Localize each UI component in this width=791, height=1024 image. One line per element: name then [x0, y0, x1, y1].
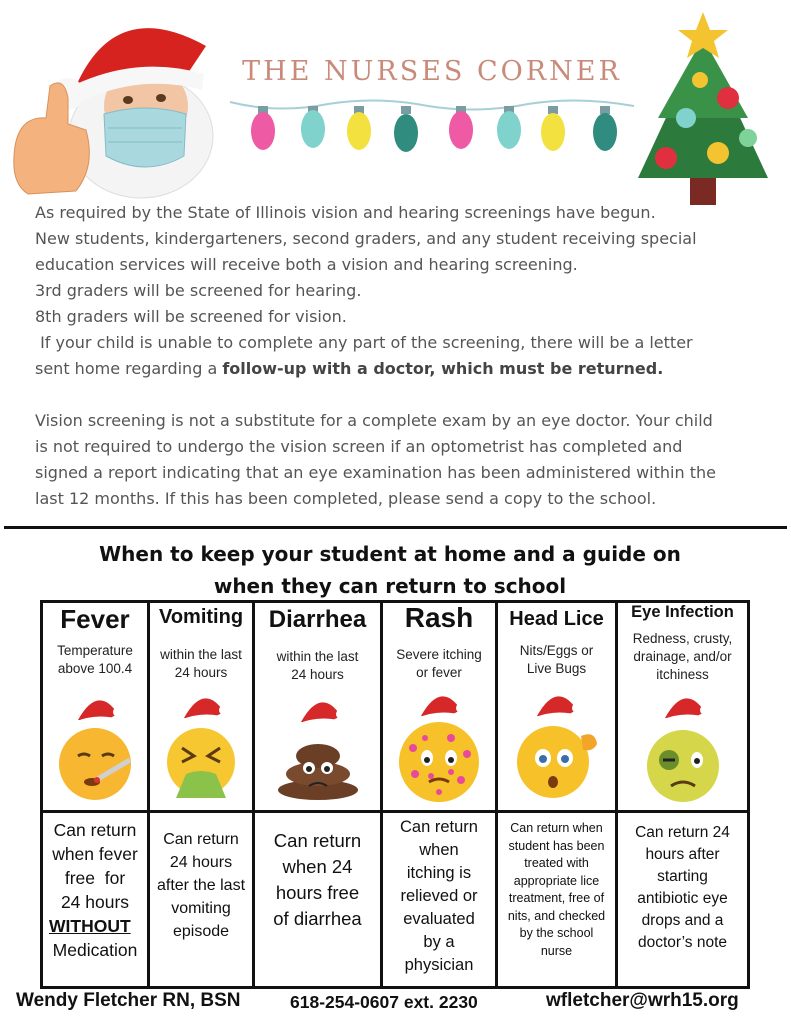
scratching-head-emoji-icon — [509, 686, 605, 802]
desc-line: above 100.4 — [57, 661, 133, 676]
return-line: itching is — [406, 864, 472, 882]
page-title: THE NURSES CORNER — [242, 56, 622, 87]
vision-line: is not required to undergo the vision screen if an optometrist has completed and — [35, 437, 683, 456]
intro-line — [35, 356, 765, 382]
intro-line: As required by the State of Illinois vision and hearing screenings have begun. — [35, 203, 656, 222]
column-title: Eye Infection — [631, 603, 734, 621]
return-criteria — [150, 828, 252, 943]
return-line: treated with — [524, 856, 589, 870]
column-head-lice — [498, 600, 615, 988]
return-line: vomiting — [171, 900, 231, 917]
return-line: 24 hours — [169, 854, 233, 871]
poop-emoji-icon — [273, 694, 363, 802]
christmas-lights-decoration — [228, 96, 636, 170]
column-rash — [383, 600, 495, 988]
return-line: hours free — [275, 882, 360, 903]
column-eye-infection — [618, 600, 747, 988]
return-line: student has been — [508, 838, 605, 853]
intro-line: education services will receive both a vision and hearing screening. — [35, 255, 578, 274]
santa-thumbs-up-illustration — [6, 6, 221, 210]
return-line: by the school — [519, 926, 594, 940]
return-criteria — [383, 816, 495, 977]
desc-line: drainage, and/or — [633, 649, 732, 664]
return-line: doctor’s note — [637, 934, 728, 951]
intro-line: 8th graders will be screened for vision. — [35, 307, 347, 326]
desc-line: Severe itching — [396, 647, 482, 662]
return-line: evaluated — [403, 910, 475, 928]
return-line: when — [419, 841, 459, 859]
return-criteria — [498, 820, 615, 960]
return-line: Can return — [400, 818, 478, 836]
return-line: treatment, free of — [508, 891, 605, 905]
return-line: when 24 — [282, 856, 353, 877]
illness-guide-table — [40, 600, 750, 988]
return-line: by a — [423, 933, 455, 951]
return-line: Medication — [52, 940, 138, 960]
guide-title-line: when they can return to school — [213, 574, 567, 598]
return-line: drops and a — [641, 912, 724, 929]
nurse-email[interactable]: wfletcher@wrh15.org — [546, 990, 739, 1011]
guide-title-line: When to keep your student at home and a guide on — [99, 542, 681, 566]
eye-infection-emoji-icon — [635, 690, 731, 806]
column-fever — [43, 600, 147, 988]
desc-line: Live Bugs — [526, 661, 587, 676]
return-line: after the last — [156, 877, 246, 894]
column-title: Vomiting — [158, 606, 244, 628]
return-line: antibiotic eye — [637, 890, 728, 907]
desc-line: within the last — [276, 649, 359, 664]
column-vomiting — [150, 600, 252, 988]
return-criteria — [255, 828, 380, 932]
return-line: episode — [172, 923, 230, 940]
desc-line: Redness, crusty, — [632, 631, 733, 646]
follow-up-notice: follow-up with a doctor, which must be returned. — [222, 359, 664, 378]
intro-line: 3rd graders will be screened for hearing. — [35, 281, 362, 300]
column-title: Fever — [60, 604, 130, 634]
return-line: Can return when — [510, 821, 603, 835]
return-line: 24 hours — [60, 892, 130, 912]
return-line: appropriate lice — [513, 873, 600, 888]
desc-line: 24 hours — [174, 665, 228, 680]
column-description — [498, 642, 615, 678]
return-criteria — [618, 822, 747, 954]
return-line: Can return — [163, 831, 239, 848]
intro-line-normal: sent home regarding a — [35, 359, 223, 378]
desc-line: Nits/Eggs or — [519, 643, 594, 658]
return-line: when fever — [52, 844, 138, 864]
column-description — [43, 642, 147, 678]
column-description — [618, 630, 747, 684]
column-description — [383, 646, 495, 682]
section-divider — [4, 526, 787, 529]
column-title: Diarrhea — [268, 606, 367, 633]
return-line: free for — [64, 868, 126, 888]
vision-line: signed a report indicating that an eye examination has been administered within the — [35, 463, 716, 482]
column-diarrhea — [255, 600, 380, 988]
sick-thermometer-emoji-icon — [50, 692, 140, 804]
vision-line: Vision screening is not a substitute for a complete exam by an eye doctor. Your child — [35, 411, 713, 430]
desc-line: 24 hours — [291, 667, 344, 682]
column-description — [255, 648, 380, 684]
without-text: WITHOUT — [49, 916, 131, 936]
christmas-tree-illustration — [628, 8, 778, 212]
column-description — [150, 646, 252, 682]
desc-line: Temperature — [57, 643, 133, 658]
rash-emoji-icon — [391, 688, 487, 804]
nurse-phone: 618-254-0607 ext. 2230 — [290, 992, 478, 1012]
column-title: Rash — [404, 602, 474, 633]
return-line: hours after — [645, 846, 720, 863]
return-line: Can return — [53, 820, 137, 840]
return-line: Can return — [273, 830, 362, 851]
return-line: Can return 24 — [635, 824, 730, 841]
guide-title — [40, 538, 740, 602]
return-line: starting — [657, 868, 708, 885]
return-criteria — [43, 818, 147, 962]
intro-line: If your child is unable to complete any part of the screening, there will be a letter — [35, 333, 693, 352]
return-line: of diarrhea — [273, 908, 362, 929]
desc-line: or fever — [416, 665, 462, 680]
without-emphasis — [43, 914, 147, 938]
return-line: physician — [404, 956, 474, 974]
return-line: relieved or — [400, 887, 478, 905]
vision-line: last 12 months. If this has been completed, please send a copy to the school. — [35, 489, 657, 508]
return-line: nits, and checked — [507, 908, 606, 923]
desc-line: itchiness — [656, 667, 709, 682]
vomiting-emoji-icon — [156, 690, 246, 802]
intro-text — [35, 200, 765, 512]
column-title: Head Lice — [509, 608, 604, 630]
intro-line: New students, kindergarteners, second graders, and any student receiving special — [35, 229, 697, 248]
desc-line: within the last — [160, 647, 242, 662]
nurse-name: Wendy Fletcher RN, BSN — [16, 990, 241, 1011]
return-line: nurse — [540, 943, 573, 958]
